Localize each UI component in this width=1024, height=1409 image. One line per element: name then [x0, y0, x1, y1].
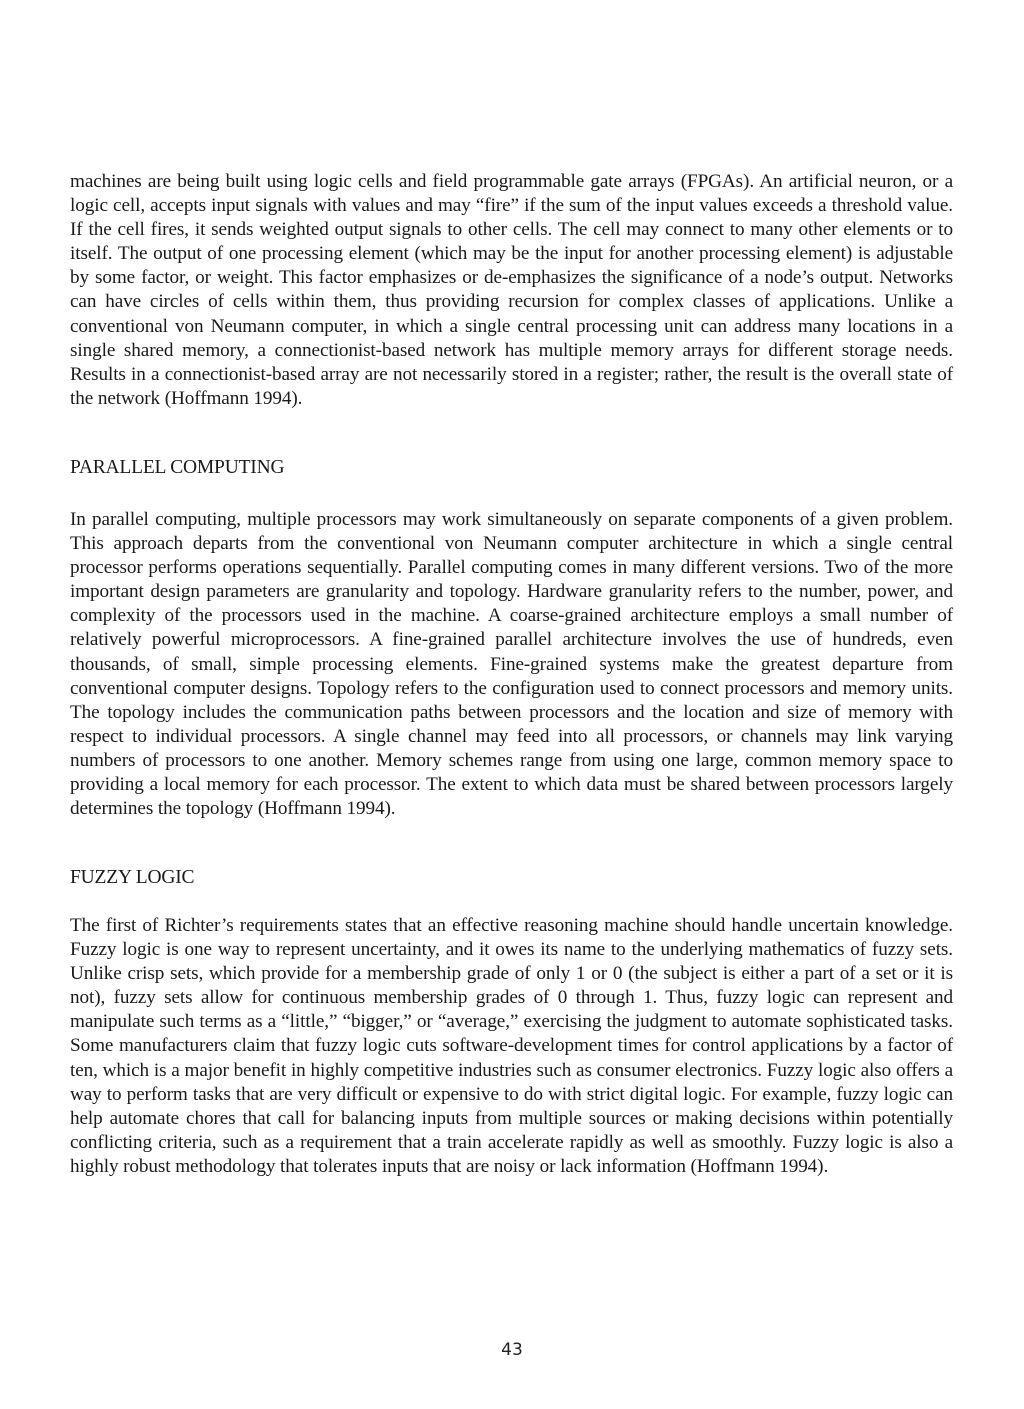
- parallel-computing-paragraph: In parallel computing, multiple processors may work simultaneously on separate components of a given problem. This approach departs from the conventional von Neumann computer architecture in which a single central processor performs operations sequentially. Parallel computing comes in many different versions. Two of the more important design parameters are granularity and topology. Hardware granularity refers to the number, power, and complexity of the processors used in the machine. A coarse-grained architecture employs a small number of relatively powerful microprocessors. A fine-grained parallel architecture involves the use of hundreds, even thousands, of small, simple processing elements. Fine-grained systems make the greatest departure from conventional computer designs. Topology refers to the configuration used to connect processors and memory units. The topology includes the communication paths between processors and the location and size of memory with respect to individual processors. A single channel may feed into all processors, or channels may link varying numbers of processors to one another. Memory schemes range from using one large, common memory space to providing a local memory for each processor. The extent to which data must be shared between processors largely determines the topology (Hoffmann 1994).: [70, 509, 953, 820]
- intro-paragraph: machines are being built using logic cells and field programmable gate arrays (FPGAs). An artificial neuron, or a logic cell, accepts input signals with values and may “fire” if the sum of the input values exceeds a threshold value. If the cell fires, it sends weighted output signals to other cells. The cell may connect to many other elements or to itself. The output of one processing element (which may be the input for another processing element) is adjustable by some factor, or weight. This factor emphasizes or de-emphasizes the significance of a node’s output. Networks can have circles of cells within them, thus providing recursion for complex classes of applications. Unlike a conventional von Neumann computer, in which a single central processing unit can address many locations in a single shared memory, a connectionist-based network has multiple memory arrays for different storage needs. Results in a connectionist-based array are not necessarily stored in a register; rather, the result is the overall state of the network (Hoffmann 1994).: [70, 171, 953, 409]
- fuzzy-logic-paragraph: The first of Richter’s requirements states that an effective reasoning machine should handle uncertain knowledge. Fuzzy logic is one way to represent uncertainty, and it owes its name to the underlying mathematics of fuzzy sets. Unlike crisp sets, which provide for a membership grade of only 1 or 0 (the subject is either a part of a set or it is not), fuzzy sets allow for continuous membership grades of 0 through 1. Thus, fuzzy logic can represent and manipulate such terms as a “little,” “bigger,” or “average,” exercising the judgment to automate sophisticated tasks. Some manufacturers claim that fuzzy logic cuts software-development times for control applications by a factor of ten, which is a major benefit in highly competitive industries such as consumer electronics. Fuzzy logic also offers a way to perform tasks that are very difficult or expensive to do with strict digital logic. For example, fuzzy logic can help automate chores that call for balancing inputs from multiple sources or making decisions within potentially conflicting criteria, such as a requirement that a train accelerate rapidly as well as smoothly. Fuzzy logic is also a highly robust methodology that tolerates inputs that are noisy or lack information (Hoffmann 1994).: [70, 915, 953, 1177]
- section-heading-fuzzy-logic: FUZZY LOGIC: [70, 867, 195, 888]
- section-heading-parallel-computing: PARALLEL COMPUTING: [70, 457, 285, 478]
- page-number: 43: [501, 1340, 523, 1360]
